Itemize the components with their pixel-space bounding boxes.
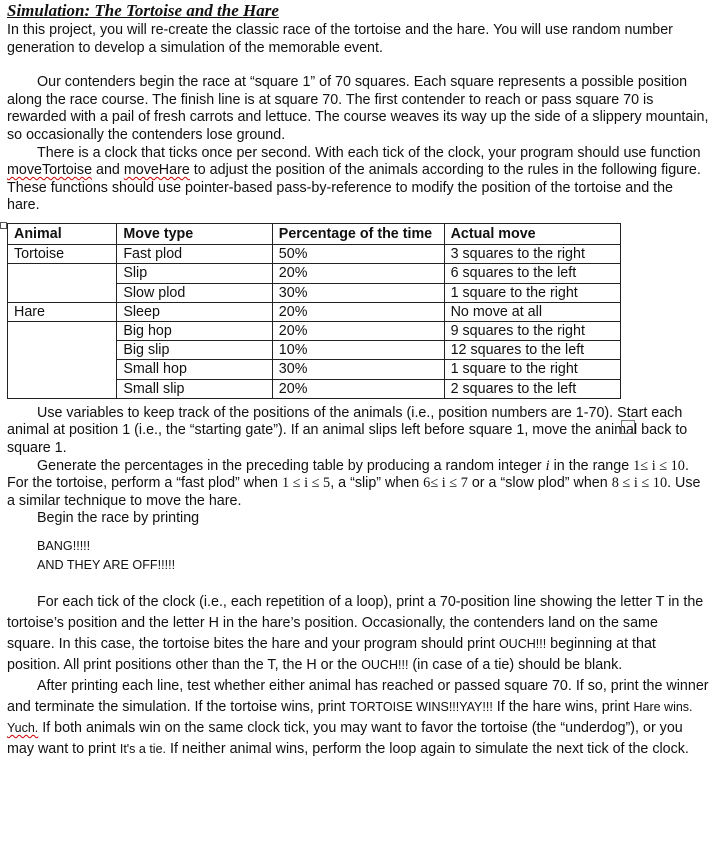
move-rules-table [7,223,621,399]
percentage-cell: 20% [272,321,444,340]
column-header-animal: Animal [8,223,117,244]
actual-move-cell: No move at all [444,302,620,321]
table-row [8,321,621,340]
table-row [8,245,621,264]
bang-output: BANG!!!!! [37,538,91,553]
begin-race-paragraph: Begin the race by printing [37,510,200,527]
move-type-cell: Fast plod [117,245,272,264]
variables-paragraph: Use variables to keep track of the positions of the animals (i.e., position numbers are 1-70). Start each animal at position 1 (i.e., the “starting gate”). If an animal slips left before square 1, move the animal back to square 1. [7,404,688,456]
move-type-cell: Small slip [117,379,272,398]
tick-paragraph: For each tick of the clock (i.e., each repetition of a loop), print a 70-position line showing the letter T in the tortoise’s position and the letter H in the hare’s position. Occasionally, the contenders land on the same square. In this case, the tortoise bites the hare and your program should print OUCH!!! beginning at that position. All print positions other than the T, the H or the OUCH!!! (in case of a tie) should be blank. [7,593,704,673]
actual-move-cell: 2 squares to the left [444,379,620,398]
table-row [8,302,621,321]
table-row [8,360,621,379]
table-move-handle-icon[interactable] [0,222,7,229]
move-type-cell: Slow plod [117,283,272,302]
animal-cell [8,341,117,360]
animal-cell [8,379,117,398]
percentage-cell: 20% [272,264,444,283]
column-header-actual-move: Actual move [444,223,620,244]
move-type-cell: Small hop [117,360,272,379]
percentage-cell: 20% [272,379,444,398]
move-hare-function: moveHare [123,162,190,179]
percentages-paragraph: Generate the percentages in the preceding table by producing a random integer i in the range 1≤ i ≤ 10. For the tortoise, perform a “fast plod” when 1 ≤ i ≤ 5, a “slip” when 6≤ i ≤ 7 or a “slow plod” when 8 ≤ i ≤ 10. Use a similar technique to move the hare. [7,457,701,509]
actual-move-cell: 9 squares to the right [444,321,620,340]
animal-cell: Hare [8,302,117,321]
move-type-cell: Big slip [117,341,272,360]
move-type-cell: Slip [117,264,272,283]
move-tortoise-function: moveTortoise [7,162,93,179]
actual-move-cell: 6 squares to the left [444,264,620,283]
clock-paragraph: There is a clock that ticks once per second. With each tick of the clock, your program should use function moveTortoise and moveHare to adjust the position of the animals according to the rules in the following figure. These functions should use pointer-based pass-by-reference to modify the position of the tortoise and the hare. [7,144,701,214]
percentage-cell: 10% [272,341,444,360]
percentage-cell: 50% [272,245,444,264]
off-output: AND THEY ARE OFF!!!!! [37,557,176,572]
animal-cell: Tortoise [8,245,117,264]
table-row [8,341,621,360]
doc-title: Simulation: The Tortoise and the Hare [7,1,279,20]
actual-move-cell: 12 squares to the left [444,341,620,360]
move-type-cell: Sleep [117,302,272,321]
intro-paragraph: In this project, you will re-create the classic race of the tortoise and the hare. You will use random number generation to develop a simulation of the memorable event. [7,22,673,56]
percentage-cell: 30% [272,360,444,379]
column-header-move-type: Move type [117,223,272,244]
table-resize-handle-icon[interactable] [621,420,635,434]
animal-cell [8,321,117,340]
move-type-cell: Big hop [117,321,272,340]
actual-move-cell: 1 square to the right [444,283,620,302]
table-row [8,264,621,283]
contenders-paragraph: Our contenders begin the race at “square 1” of 70 squares. Each square represents a possible position along the race course. The finish line is at square 70. The first contender to reach or pass square 70 is rewarded with a pail of fresh carrots and lettuce. The course weaves its way up the side of a slippery mountain, so occasionally the contenders lose ground. [7,74,709,143]
animal-cell [8,264,117,283]
actual-move-cell: 1 square to the right [444,360,620,379]
document-page [7,0,709,760]
animal-cell [8,360,117,379]
winner-paragraph: After printing each line, test whether either animal has reached or passed square 70. If so, print the winner and terminate the simulation. If the tortoise wins, print TORTOISE WINS!!!YAY!!! If the hare wins, print Hare wins. Yuch. If both animals win on the same clock tick, you may want to favor the tortoise (the “underdog”), or you may want to print It's a tie. If neither animal wins, perform the loop again to simulate the next tick of the clock. [7,677,709,757]
percentage-cell: 30% [272,283,444,302]
percentage-cell: 20% [272,302,444,321]
table-row [8,283,621,302]
column-header-percentage: Percentage of the time [272,223,444,244]
animal-cell [8,283,117,302]
table-row [8,379,621,398]
actual-move-cell: 3 squares to the right [444,245,620,264]
